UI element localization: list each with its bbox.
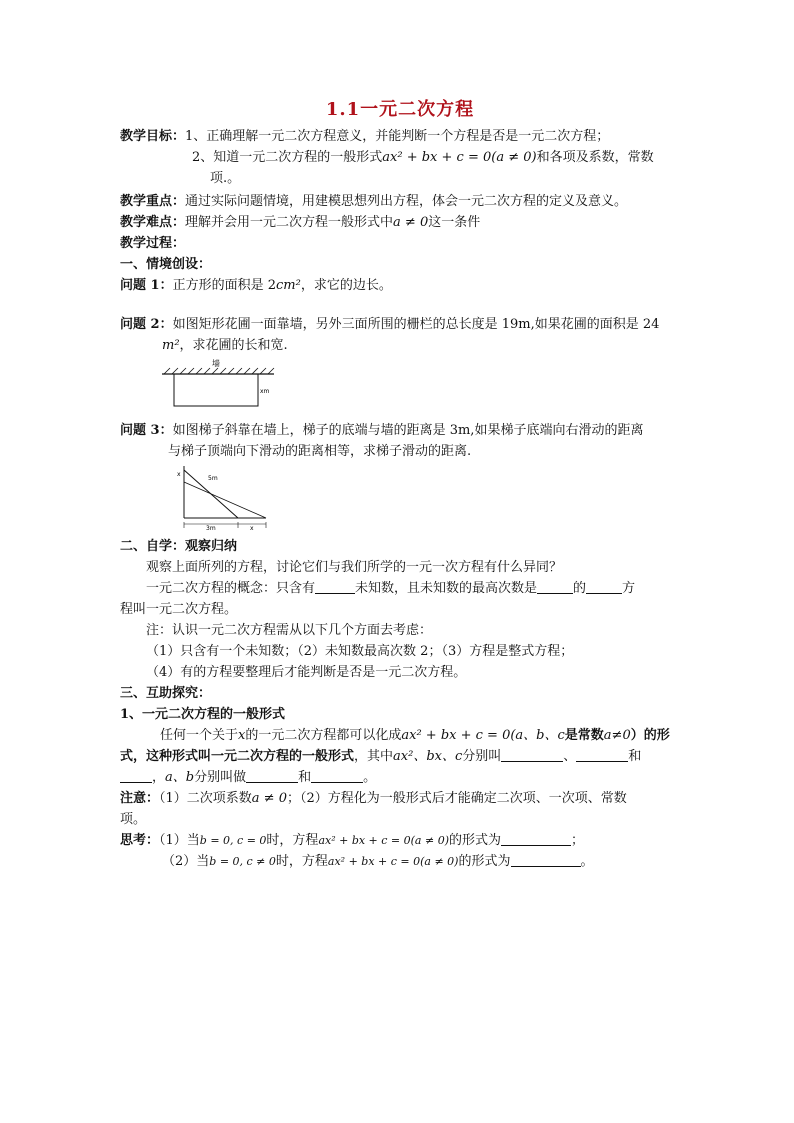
attention-a: （1）二次项系数 bbox=[159, 791, 252, 806]
general-form-line-3 bbox=[120, 767, 680, 788]
general-form-line-2 bbox=[120, 746, 680, 767]
gf-l: 和 bbox=[298, 770, 312, 785]
blank-constant-term[interactable] bbox=[120, 768, 152, 783]
attention-line-2: 项。 bbox=[120, 812, 147, 827]
section2-heading: 二、自学：观察归纳 bbox=[120, 539, 238, 554]
concept-a: 一元二次方程的概念：只含有 bbox=[146, 581, 316, 596]
q1-tail: ，求它的边长。 bbox=[300, 278, 392, 293]
gf-i: 和 bbox=[628, 749, 642, 764]
side-label: xm bbox=[260, 388, 270, 395]
gf-b: 的一元二次方程都可以化成 bbox=[245, 728, 402, 743]
observe-text: 观察上面所列的方程，讨论它们与我们所学的一元一次方程有什么异同？ bbox=[146, 560, 563, 575]
question-3 bbox=[120, 420, 680, 441]
difficulty bbox=[120, 212, 680, 233]
gf-terms: ax²、bx、c bbox=[393, 749, 463, 764]
q1-unit: cm² bbox=[275, 278, 301, 293]
goal-1: 1、正确理解一元二次方程意义，并能判断一个方程是否是一元二次方程； bbox=[185, 129, 610, 144]
blank-quadratic-term[interactable] bbox=[501, 747, 563, 762]
think1-end: ； bbox=[571, 833, 585, 848]
difficulty-equation: a ≠ 0 bbox=[393, 215, 429, 230]
gf-h: 、 bbox=[563, 749, 577, 764]
document-page bbox=[120, 96, 680, 872]
gf-equation: ax² + bx + c = 0(a、b、c bbox=[401, 728, 565, 743]
note-items: （1）只含有一个未知数；（2）未知数最高次数 2；（3）方程是整式方程； bbox=[146, 644, 574, 659]
think-line-2 bbox=[120, 851, 680, 872]
concept-line bbox=[120, 578, 680, 599]
think-label: 思考： bbox=[120, 833, 160, 848]
q1-text: 正方形的面积是 2 bbox=[172, 278, 276, 293]
goal-line-1 bbox=[120, 126, 680, 147]
attention-line bbox=[120, 788, 680, 809]
concept-c: 的 bbox=[573, 581, 587, 596]
blank-quadratic-coef[interactable] bbox=[246, 768, 298, 783]
note-line: 注：认识一元二次方程需从以下几个方面去考虑： bbox=[146, 623, 433, 638]
q3-line2: 与梯子顶端向下滑动的距离相等，求梯子滑动的距离. bbox=[168, 444, 472, 459]
blank-type[interactable] bbox=[586, 579, 622, 594]
difficulty-text: 理解并会用一元二次方程一般形式中 bbox=[185, 215, 394, 230]
q3-line1: 如图梯子斜靠在墙上，梯子的底端与墙的距离是 3m,如果梯子底端向右滑动的距离 bbox=[172, 423, 644, 438]
blank-linear-coef[interactable] bbox=[311, 768, 363, 783]
q3-label: 问题 3： bbox=[120, 423, 173, 438]
concept-d: 方 bbox=[622, 581, 636, 596]
base-distance-label: 3m bbox=[206, 525, 216, 532]
question-3-cont bbox=[120, 441, 680, 462]
think1-c: 的形式为 bbox=[449, 833, 502, 848]
think2-a: （2）当 bbox=[162, 854, 210, 869]
ladder-figure bbox=[176, 464, 276, 532]
q2-text: 如图矩形花圃一面靠墙，另外三面所围的栅栏的总长度是 19m,如果花圃的面积是 24 bbox=[172, 317, 660, 332]
blank-count[interactable] bbox=[315, 579, 355, 594]
goal-2-text: 2、知道一元二次方程的一般形式 bbox=[192, 150, 383, 165]
gf-m: 。 bbox=[363, 770, 377, 785]
gf-a: 任何一个关于 bbox=[160, 728, 239, 743]
key-point-text: 通过实际问题情境，用建模思想列出方程，体会一元二次方程的定义及意义。 bbox=[185, 194, 628, 209]
page-title: 1.1一元二次方程 bbox=[325, 99, 475, 120]
subsection-heading: 1、一元二次方程的一般形式 bbox=[120, 707, 286, 722]
gf-x: x bbox=[238, 728, 246, 743]
gf-k: 分别叫做 bbox=[194, 770, 247, 785]
concept-b: 未知数，且未知数的最高次数是 bbox=[355, 581, 538, 596]
q2-label: 问题 2： bbox=[120, 317, 173, 332]
gf-c: 是常数 bbox=[564, 728, 604, 743]
key-point bbox=[120, 191, 680, 212]
process-label: 教学过程： bbox=[120, 236, 186, 251]
attention-eq: a ≠ 0 bbox=[251, 791, 287, 806]
difficulty-label: 教学难点： bbox=[120, 215, 186, 230]
think1-a: （1）当 bbox=[159, 833, 200, 848]
blank-degree[interactable] bbox=[537, 579, 573, 594]
gf-e: 式，这种形式叫一元二次方程的一般形式 bbox=[120, 749, 355, 764]
think2-condition: b = 0, c ≠ 0 bbox=[209, 855, 276, 868]
spacer bbox=[120, 296, 680, 314]
blank-linear-term[interactable] bbox=[576, 747, 628, 762]
attention-label: 注意： bbox=[120, 791, 160, 806]
general-form-equation: ax² + bx + c = 0(a ≠ 0) bbox=[382, 150, 537, 165]
blank-think-2[interactable] bbox=[511, 852, 581, 867]
question-1 bbox=[120, 275, 680, 296]
note-item-4: （4）有的方程要整理后才能判断是否是一元二次方程。 bbox=[146, 665, 467, 680]
gf-d: ）的形 bbox=[630, 728, 670, 743]
think1-condition: b = 0, c = 0 bbox=[199, 834, 267, 847]
difficulty-tail: 这一条件 bbox=[428, 215, 481, 230]
bottom-slide-label: x bbox=[250, 525, 254, 532]
think2-c: 的形式为 bbox=[458, 854, 511, 869]
gf-ab: a、b bbox=[165, 770, 195, 785]
goals-label: 教学目标： bbox=[120, 129, 186, 144]
think2-end: 。 bbox=[580, 854, 594, 869]
section1-heading: 一、情境创设： bbox=[120, 257, 212, 272]
gf-g: 分别叫 bbox=[462, 749, 502, 764]
attention-b: ；（2）方程化为一般形式后才能确定二次项、一次项、常数 bbox=[286, 791, 627, 806]
key-point-label: 教学重点： bbox=[120, 194, 186, 209]
gf-condition: a≠0 bbox=[603, 728, 631, 743]
concept-line-2: 程叫一元二次方程。 bbox=[120, 602, 238, 617]
section3-heading: 三、互助探究： bbox=[120, 686, 212, 701]
general-form-line-1 bbox=[120, 725, 680, 746]
think1-equation: ax² + bx + c = 0(a ≠ 0) bbox=[318, 834, 449, 847]
think1-b: 时，方程 bbox=[266, 833, 319, 848]
gf-f: ，其中 bbox=[354, 749, 394, 764]
goal-2-tail: 和各项及系数，常数项.。 bbox=[210, 150, 654, 186]
ladder-length-label: 5m bbox=[208, 475, 218, 482]
q1-label: 问题 1： bbox=[120, 278, 173, 293]
q2-tail: ，求花圃的长和宽. bbox=[179, 338, 288, 353]
question-2-cont bbox=[120, 335, 680, 356]
goal-line-2 bbox=[120, 147, 680, 189]
garden-figure bbox=[162, 358, 292, 416]
wall-label: 墙 bbox=[212, 359, 220, 368]
ladder-diagram bbox=[176, 464, 276, 532]
question-2 bbox=[120, 314, 680, 335]
blank-think-1[interactable] bbox=[501, 831, 571, 846]
top-slide-label: x bbox=[177, 471, 181, 478]
garden-diagram bbox=[162, 358, 292, 416]
think-line-1 bbox=[120, 830, 680, 851]
q2-unit: m² bbox=[162, 338, 180, 353]
gf-j: ， bbox=[152, 770, 166, 785]
think2-b: 时，方程 bbox=[275, 854, 328, 869]
think2-equation: ax² + bx + c = 0(a ≠ 0) bbox=[327, 855, 459, 868]
